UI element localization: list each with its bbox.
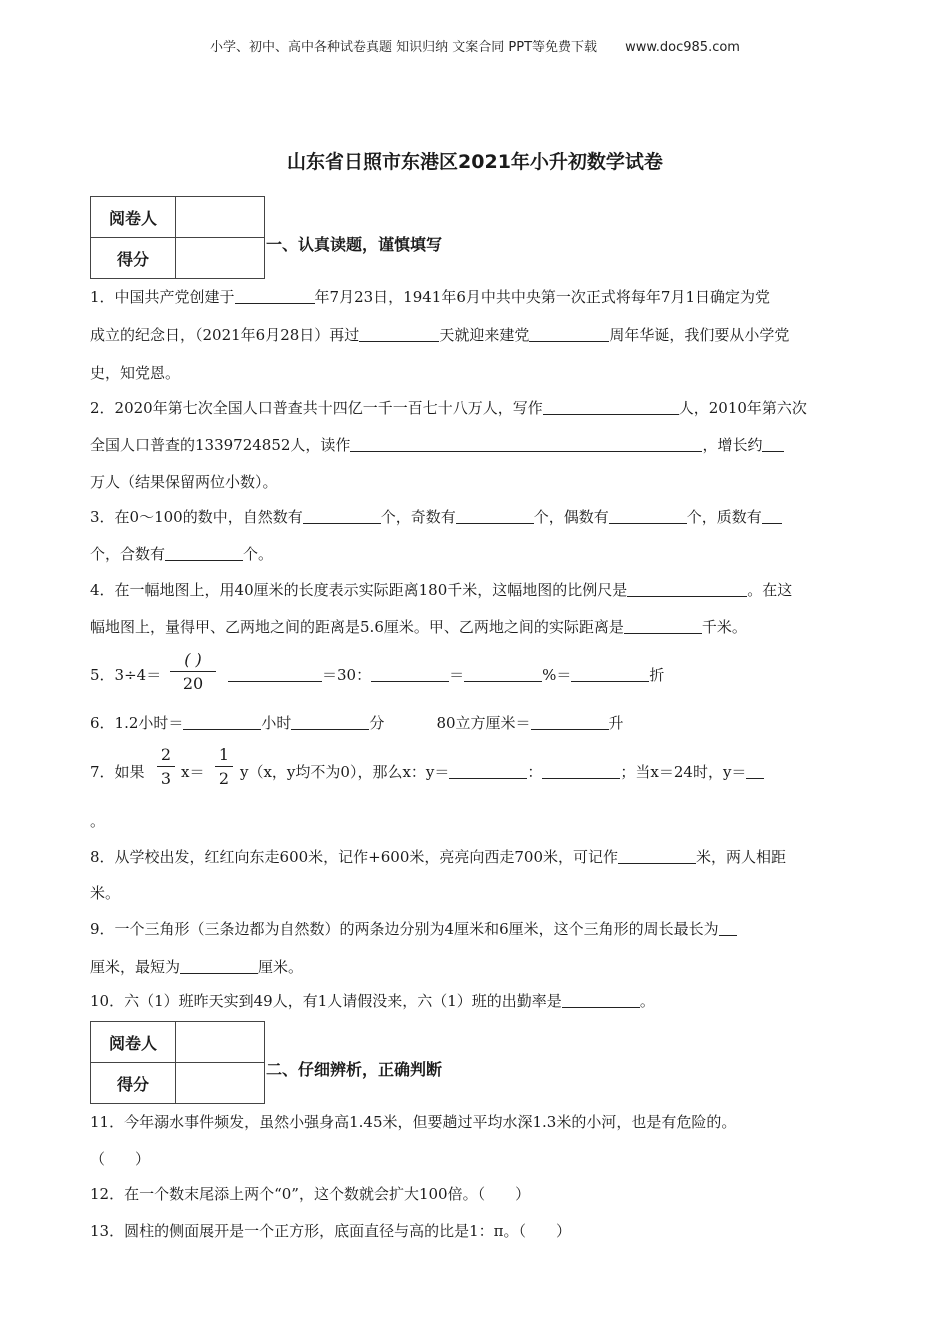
q5-numerator: ( ) <box>184 650 202 669</box>
question-5-rest: ＝30： ＝ %＝ 折 <box>228 664 664 685</box>
grader-table-1 <box>90 196 265 279</box>
blank-q2-read[interactable] <box>350 436 702 452</box>
reviewer-cell[interactable] <box>176 1022 265 1063</box>
question-7-end: 。 <box>90 812 106 830</box>
blank-q5-3[interactable] <box>464 666 542 682</box>
section-1-title: 一、认真读题，谨慎填写 <box>266 235 443 254</box>
blank-q6-liters[interactable] <box>531 714 609 730</box>
blank-q7-ratio-1[interactable] <box>449 763 527 779</box>
header-site[interactable]: www.doc985.com <box>625 40 740 55</box>
q7-numerator-2: 1 <box>218 745 230 764</box>
question-8-line-1: 8．从学校出发，红红向东走600米，记作+600米，亮亮向西走700米，可记作 米，两人相距 <box>90 848 787 866</box>
question-2-line-1: 2．2020年第七次全国人口普查共十四亿一千一百七十八万人，写作 人，2010年第六次 <box>90 399 807 417</box>
blank-q5-1[interactable] <box>228 666 322 682</box>
blank-q5-4[interactable] <box>571 666 649 682</box>
blank-q2-write[interactable] <box>543 399 679 415</box>
question-1-line-1: 1．中国共产党创建于 年7月23日，1941年6月中共中央第一次正式将每年7月1日确定为党 <box>90 288 770 306</box>
question-1-line-3: 史，知党恩。 <box>90 364 181 382</box>
blank-q6-hours[interactable] <box>183 714 261 730</box>
blank-q3-odd[interactable] <box>456 508 534 524</box>
q5-fraction <box>170 650 216 693</box>
question-3-line-1: 3．在0～100的数中，自然数有 个，奇数有 个，偶数有 个，质数有 <box>90 506 782 527</box>
q7-x: x＝ <box>181 763 205 781</box>
question-4-line-2: 幅地图上，量得甲、乙两地之间的距离是5.6厘米。甲、乙两地之间的实际距离是 千米。 <box>90 618 747 636</box>
reviewer-cell[interactable] <box>176 197 265 238</box>
blank-q5-2[interactable] <box>371 666 449 682</box>
question-13: 13．圆柱的侧面展开是一个正方形，底面直径与高的比是1：π。（ ） <box>90 1222 571 1240</box>
q5-denominator: 20 <box>182 674 204 693</box>
blank-q4-scale[interactable] <box>627 581 747 597</box>
q7-denominator-2: 2 <box>218 769 230 788</box>
blank-q3-natural[interactable] <box>303 508 381 524</box>
q7-denominator-1: 3 <box>160 769 172 788</box>
page-title: 山东省日照市东港区2021年小升初数学试卷 <box>287 151 663 173</box>
blank-q10-rate[interactable] <box>562 992 640 1008</box>
blank-q3-even[interactable] <box>609 508 687 524</box>
q7-fraction-1 <box>157 745 175 788</box>
score-label: 得分 <box>91 1063 176 1104</box>
question-8-line-2: 米。 <box>90 884 121 902</box>
question-4-line-1: 4．在一幅地图上，用40厘米的长度表示实际距离180千米，这幅地图的比例尺是 。在这 <box>90 581 793 599</box>
blank-q3-prime[interactable] <box>762 508 782 524</box>
section-2-title: 二、仔细辨析，正确判断 <box>266 1060 443 1079</box>
question-10: 10．六（1）班昨天实到49人，有1人请假没来，六（1）班的出勤率是 。 <box>90 992 655 1010</box>
score-cell[interactable] <box>176 1063 265 1104</box>
blank-q1-year[interactable] <box>235 288 315 304</box>
grader-table-2 <box>90 1021 265 1104</box>
blank-q2-growth[interactable] <box>762 436 784 452</box>
q7-numerator-1: 2 <box>160 745 172 764</box>
blank-q8-record[interactable] <box>618 848 696 864</box>
question-9-line-2: 厘米，最短为 厘米。 <box>90 958 304 976</box>
blank-q7-ratio-2[interactable] <box>542 763 620 779</box>
question-9-line-1: 9．一个三角形（三条边都为自然数）的两条边分别为4厘米和6厘米，这个三角形的周长最长为 <box>90 918 737 939</box>
reviewer-label: 阅卷人 <box>91 1022 176 1063</box>
blank-q9-max[interactable] <box>719 920 737 936</box>
blank-q6-minutes[interactable] <box>291 714 369 730</box>
question-12: 12．在一个数末尾添上两个“0”，这个数就会扩大100倍。（ ） <box>90 1185 531 1203</box>
blank-q1-anniversary[interactable] <box>529 326 609 342</box>
page-header <box>0 36 950 55</box>
score-label: 得分 <box>91 238 176 279</box>
question-2-line-2: 全国人口普查的1339724852人，读作 ，增长约 <box>90 434 784 455</box>
score-cell[interactable] <box>176 238 265 279</box>
blank-q3-composite[interactable] <box>165 545 243 561</box>
question-3-line-2: 个，合数有 个。 <box>90 545 274 563</box>
question-11-line-1: 11．今年溺水事件频发，虽然小强身高1.45米，但要趟过平均水深1.3米的小河，也是有危险的。 <box>90 1113 737 1131</box>
q7-fraction-2 <box>215 745 233 788</box>
question-11-answer[interactable]: （ ） <box>90 1150 151 1168</box>
question-6: 6．1.2小时＝ 小时 分 80立方厘米＝ 升 <box>90 714 624 732</box>
reviewer-label: 阅卷人 <box>91 197 176 238</box>
question-7-prefix: 7．如果 <box>90 763 145 781</box>
blank-q9-min[interactable] <box>180 958 258 974</box>
header-text: 小学、初中、高中各种试卷真题 知识归纳 文案合同 PPT等免费下载 <box>210 40 598 55</box>
blank-q1-days[interactable] <box>359 326 439 342</box>
question-2-line-3: 万人（结果保留两位小数）。 <box>90 473 278 491</box>
blank-q7-y[interactable] <box>746 763 764 779</box>
question-5-prefix: 5．3÷4＝ <box>90 666 162 684</box>
question-1-line-2: 成立的纪念日，（2021年6月28日）再过 天就迎来建党 周年华诞，我们要从小学党 <box>90 326 790 344</box>
question-7-rest: y（x，y均不为0），那么x：y＝ ： ；当x＝24时，y＝ <box>240 761 764 782</box>
blank-q4-distance[interactable] <box>624 618 702 634</box>
